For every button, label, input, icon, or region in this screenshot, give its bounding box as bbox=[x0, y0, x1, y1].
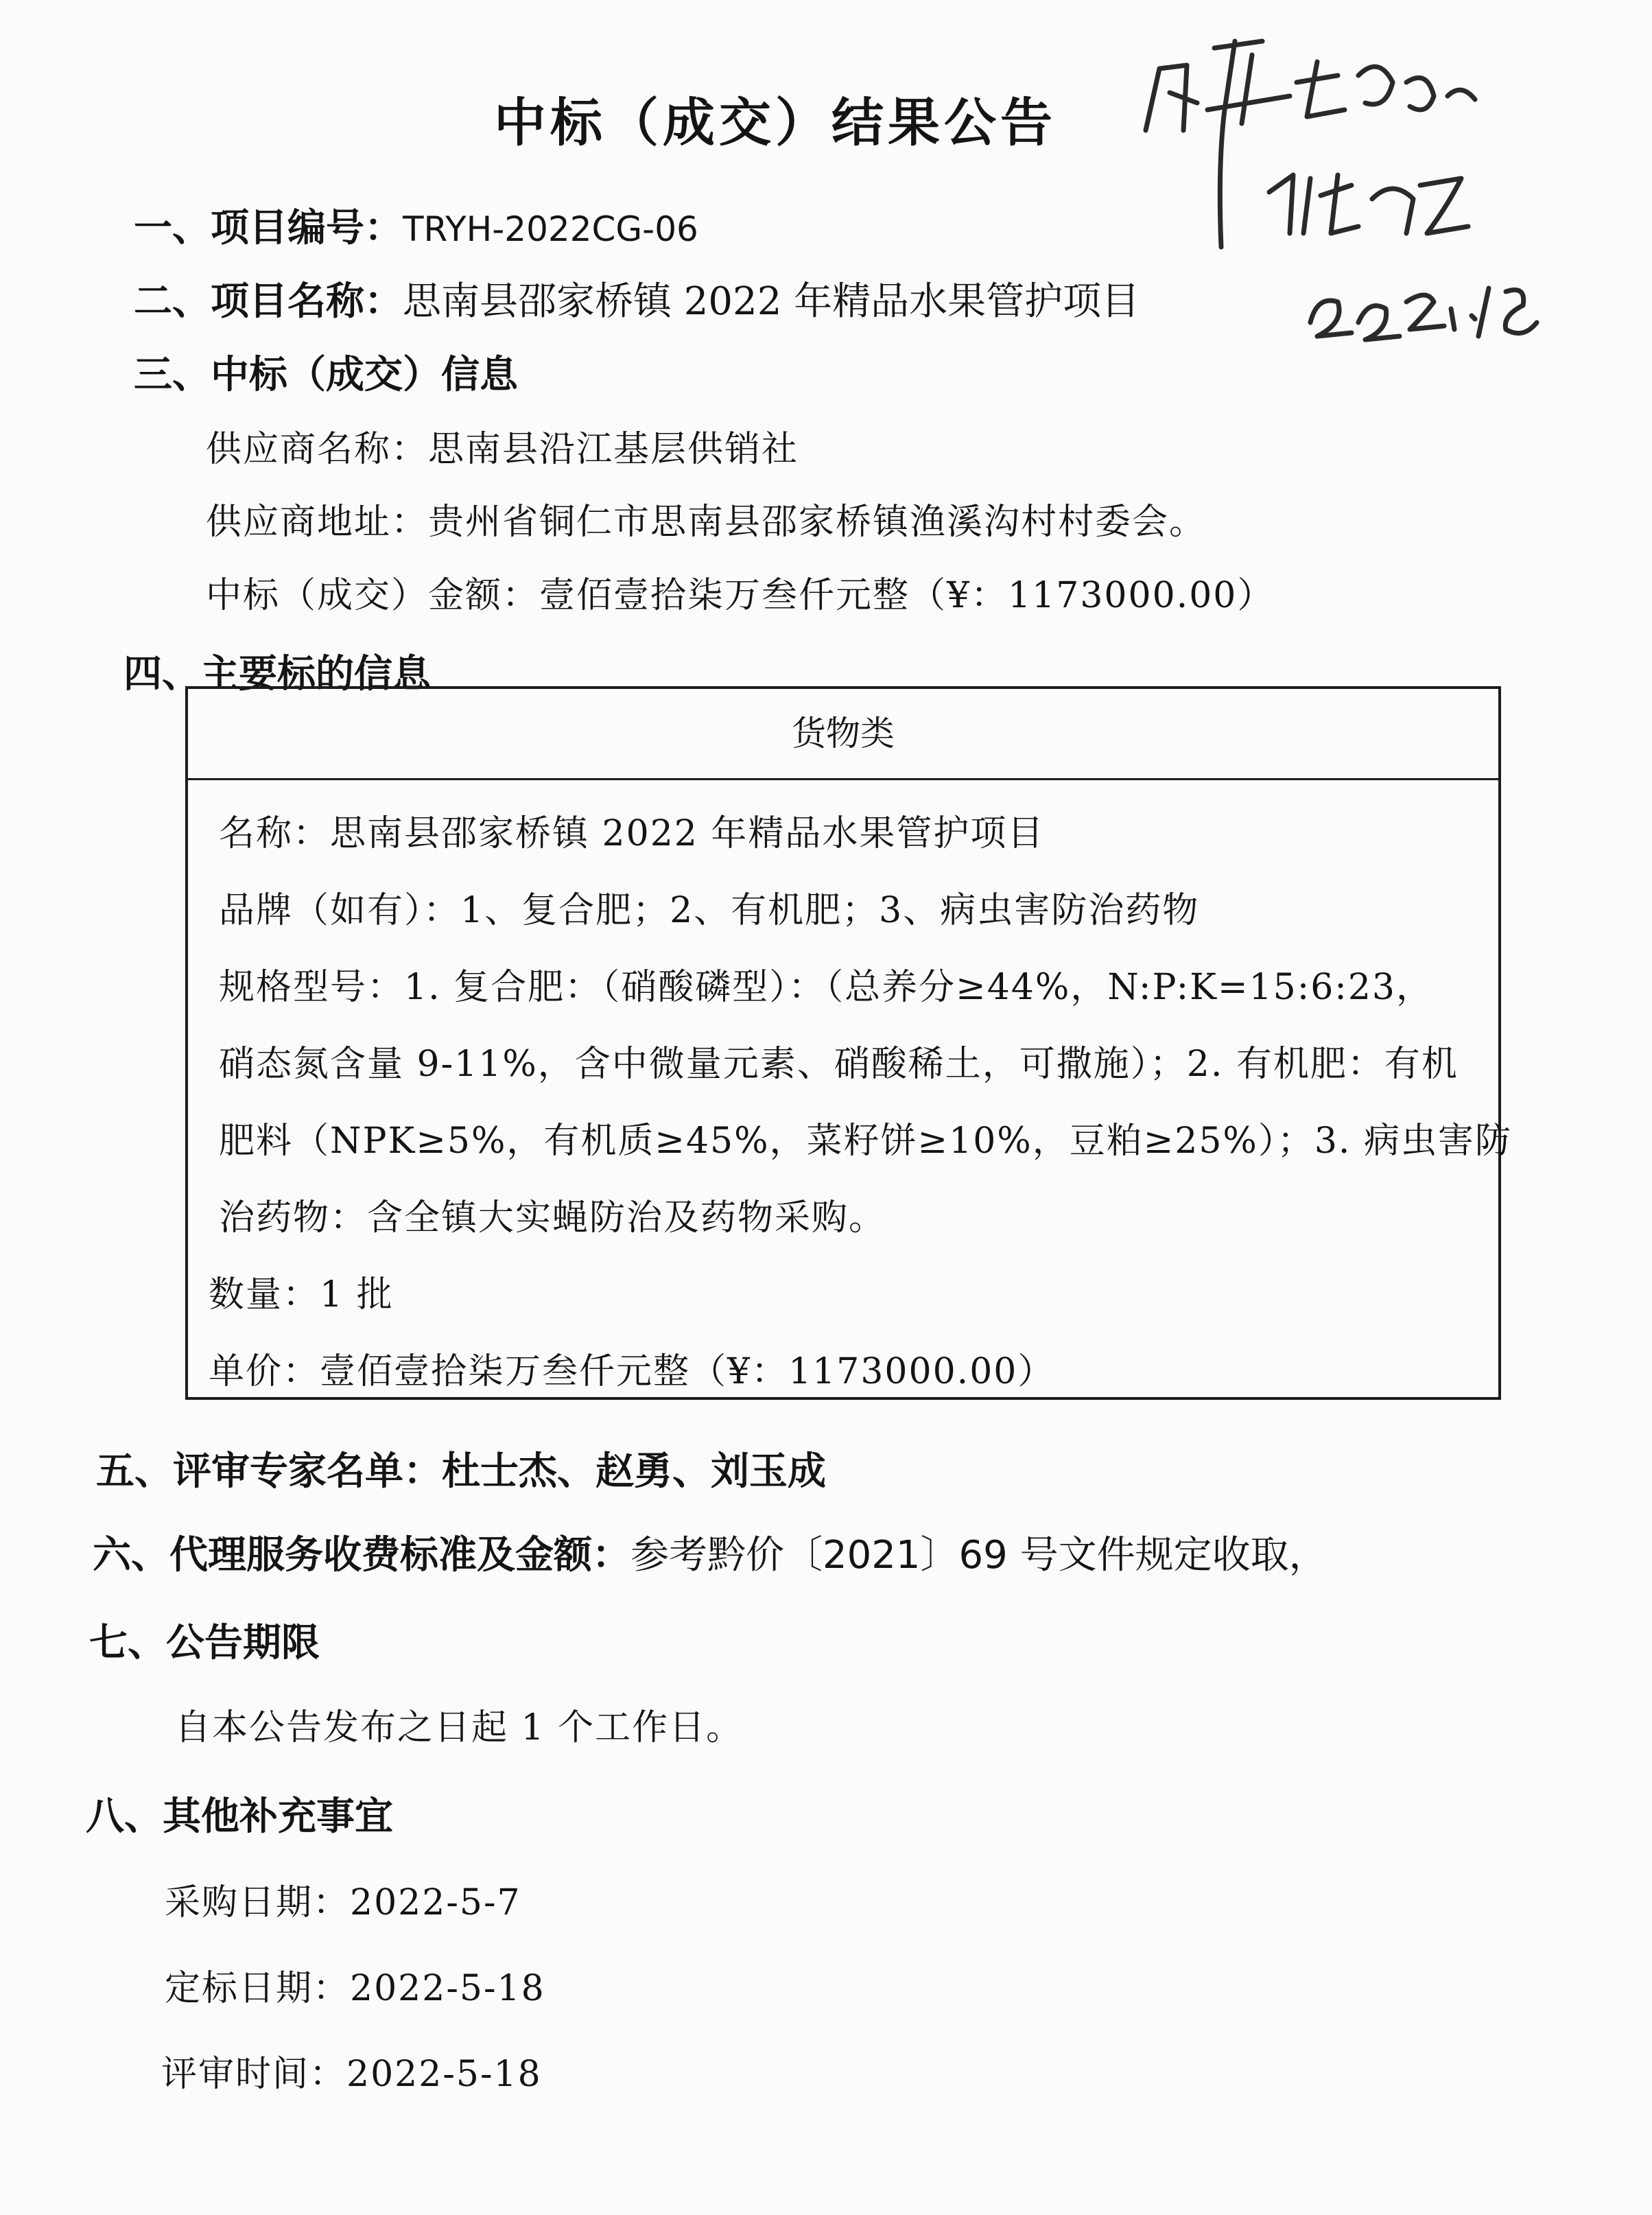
project-number-value: TRYH-2022CG-06 bbox=[403, 209, 698, 249]
supplier-name: 供应商名称：思南县沿江基层供销社 bbox=[206, 429, 799, 470]
purchase-date: 采购日期：2022-5-7 bbox=[165, 1882, 521, 1923]
item-spec-line: 治药物：含全镇大实蝇防治及药物采购。 bbox=[219, 1197, 886, 1239]
handwritten-signature bbox=[1132, 27, 1557, 357]
item-spec-line: 规格型号：1. 复合肥：（硝酸磷型）：（总养分≥44%，N:P:K=15:6:23， bbox=[219, 967, 1433, 1008]
award-amount: 中标（成交）金额：壹佰壹拾柒万叁仟元整（¥：1173000.00） bbox=[206, 575, 1275, 616]
item-unit-price: 单价：壹佰壹拾柒万叁仟元整（¥：1173000.00） bbox=[209, 1351, 1055, 1392]
supplier-address: 供应商地址：贵州省铜仁市思南县邵家桥镇渔溪沟村村委会。 bbox=[206, 502, 1207, 543]
target-info-table bbox=[185, 686, 1512, 1400]
review-date: 评审时间：2022-5-18 bbox=[161, 2054, 542, 2095]
item-name: 名称：思南县邵家桥镇 2022 年精品水果管护项目 bbox=[219, 813, 1045, 854]
agency-fee-value: 参考黔价〔2021〕69 号文件规定收取， bbox=[630, 1533, 1328, 1578]
table-header: 货物类 bbox=[188, 689, 1498, 780]
project-name-label: 二、项目名称： bbox=[134, 279, 403, 324]
announcement-period: 自本公告发布之日起 1 个工作日。 bbox=[175, 1707, 744, 1748]
section7-heading: 七、公告期限 bbox=[89, 1620, 320, 1665]
item-quantity: 数量：1 批 bbox=[209, 1274, 394, 1315]
page-title: 中标（成交）结果公告 bbox=[494, 92, 1057, 153]
agency-fee-line bbox=[93, 1525, 1328, 1580]
item-brand: 品牌（如有）：1、复合肥；2、有机肥；3、病虫害防治药物 bbox=[219, 890, 1200, 931]
item-spec-line: 硝态氮含量 9-11%，含中微量元素、硝酸稀土，可撒施）；2. 有机肥：有机 bbox=[219, 1044, 1459, 1085]
expert-list-line bbox=[96, 1441, 826, 1496]
expert-list-label: 五、评审专家名单： bbox=[96, 1449, 442, 1494]
section3-heading: 三、中标（成交）信息 bbox=[134, 352, 518, 397]
section8-heading: 八、其他补充事宜 bbox=[86, 1794, 393, 1839]
agency-fee-label: 六、代理服务收费标准及金额： bbox=[93, 1532, 630, 1578]
expert-list-value: 杜士杰、赵勇、刘玉成 bbox=[442, 1449, 826, 1494]
project-name-value: 思南县邵家桥镇 2022 年精品水果管护项目 bbox=[403, 279, 1140, 324]
section4-heading: 四、主要标的信息 bbox=[123, 651, 431, 696]
project-number-label: 一、项目编号： bbox=[134, 205, 403, 250]
item-spec-line: 肥料（NPK≥5%，有机质≥45%，菜籽饼≥10%，豆粕≥25%）；3. 病虫害防 bbox=[219, 1121, 1512, 1162]
project-number-line bbox=[134, 198, 698, 253]
project-name-line bbox=[134, 271, 1140, 326]
award-date: 定标日期：2022-5-18 bbox=[165, 1968, 545, 2009]
